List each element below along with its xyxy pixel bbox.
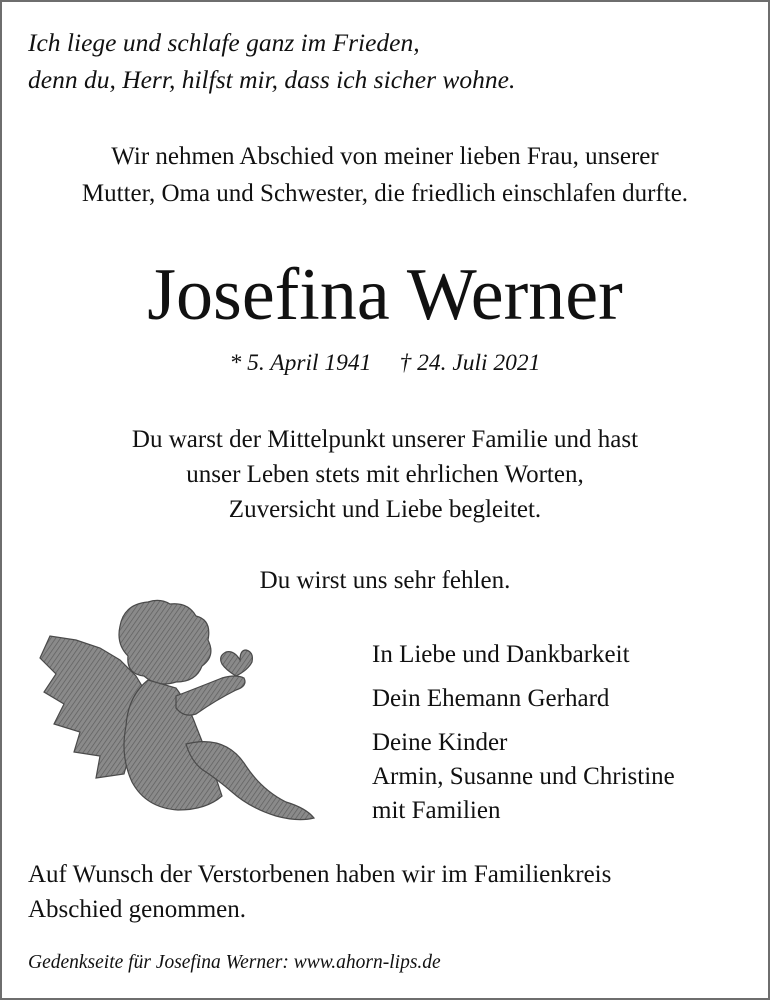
tribute-line-3: Zuversicht und Liebe begleitet.	[228, 496, 542, 523]
memorial-page-label: Gedenkseite für Josefina Werner:	[28, 952, 289, 973]
memorial-page-note	[28, 949, 441, 977]
death-date: † 24. Juli 2021	[399, 350, 541, 376]
memorial-page-url[interactable]: www.ahorn-lips.de	[293, 952, 441, 973]
heart-icon	[221, 650, 253, 676]
signature-block	[372, 638, 675, 828]
verse-line-2: denn du, Herr, hilfst mir, dass ich sicher wohne.	[28, 65, 516, 94]
deceased-name: Josefina Werner	[147, 254, 623, 336]
signature-opening: In Liebe und Dankbarkeit	[372, 641, 630, 668]
announcement-text	[2, 138, 768, 212]
life-dates	[2, 345, 768, 381]
angel-drawing	[36, 596, 336, 826]
birth-date: * 5. April 1941	[229, 350, 372, 376]
tribute-line-2: unser Leben stets mit ehrlichen Worten,	[186, 461, 584, 488]
signature-husband: Dein Ehemann Gerhard	[372, 685, 610, 712]
bible-verse	[28, 24, 515, 98]
farewell-line: Du wirst uns sehr fehlen.	[259, 567, 511, 594]
closing-line-2: Abschied genommen.	[28, 896, 247, 923]
signature-children-label: Deine Kinder	[372, 729, 508, 756]
tribute-text	[2, 422, 768, 527]
verse-line-1: Ich liege und schlafe ganz im Frieden,	[28, 28, 420, 57]
announcement-line-2: Mutter, Oma und Schwester, die friedlich einschlafen durfte.	[81, 180, 689, 207]
closing-note	[28, 857, 611, 927]
closing-line-1: Auf Wunsch der Verstorbenen haben wir im Familienkreis	[28, 861, 612, 888]
angel-head	[119, 600, 211, 684]
signature-children-names: Armin, Susanne und Christine	[372, 763, 675, 790]
tribute-line-1: Du warst der Mittelpunkt unserer Familie und hast	[131, 426, 639, 453]
angel-arm	[176, 676, 245, 715]
announcement-line-1: Wir nehmen Abschied von meiner lieben Frau, unserer	[111, 143, 659, 170]
signature-families: mit Familien	[372, 797, 501, 824]
